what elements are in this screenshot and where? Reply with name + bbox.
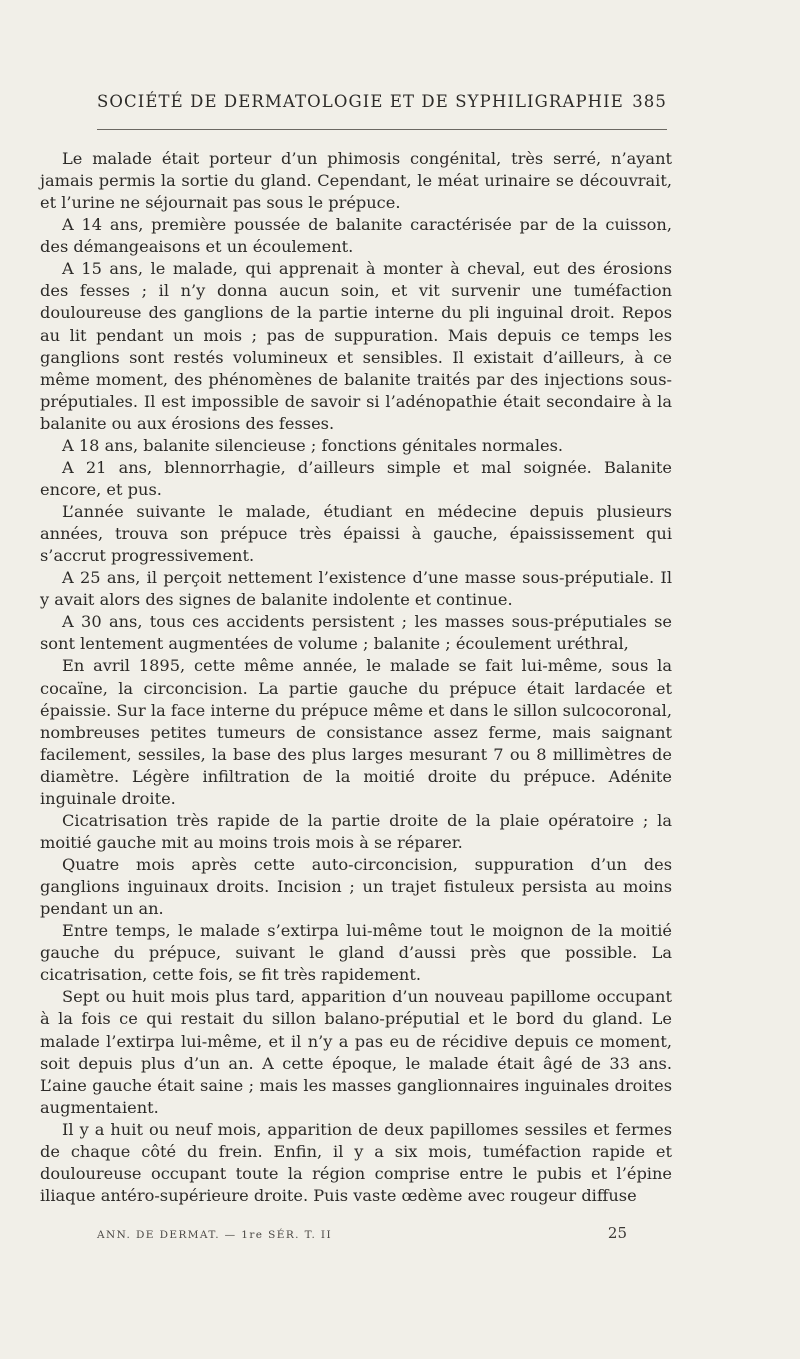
paragraph-12: Entre temps, le malade s’extirpa lui-même tout le moignon de la moitié gauche du prépuce, suivant le gland d’aussi près que possible. La cicatrisation, cette fois, se fit très rapidement.	[40, 921, 672, 985]
paragraph-10: Cicatrisation très rapide de la partie droite de la plaie opératoire ; la moitié gauche mit au moins trois mois à se réparer.	[40, 810, 672, 852]
paragraph-5: A 21 ans, blennorrhagie, d’ailleurs simple et mal soignée. Balanite encore, et pus.	[40, 457, 672, 499]
paragraph-11: Quatre mois après cette auto-circoncision, suppuration d’un des ganglions inguinaux droits. Incision ; un trajet fistuleux persista au moins pendant un an.	[40, 855, 672, 919]
running-header	[97, 92, 667, 116]
paragraph-9: En avril 1895, cette même année, le malade se fait lui-même, sous la cocaïne, la circoncision. La partie gauche du prépuce était lardacée et épaissie. Sur la face interne du prépuce même et dans le sillon sulcocoronal, nombreuses petites tumeurs de consistance assez ferme, mais saignant facilement, sessiles, la base des plus larges mesurant 7 ou 8 millimètres de diamètre. Légère infiltration de la moitié droite du prépuce. Adénite inguinale droite.	[40, 656, 672, 808]
paragraph-8: A 30 ans, tous ces accidents persistent ; les masses sous-préputiales se sont lentement augmentées de volume ; balanite ; écoulement uréthral,	[40, 612, 672, 654]
body-text	[40, 148, 672, 1207]
header-rule	[97, 129, 667, 130]
running-title: SOCIÉTÉ DE DERMATOLOGIE ET DE SYPHILIGRAPHIE	[97, 92, 624, 111]
paragraph-3: A 15 ans, le malade, qui apprenait à monter à cheval, eut des érosions des fesses ; il n’y donna aucun soin, et vit survenir une tuméfaction douloureuse des ganglions de la partie interne du pli inguinal droit. Repos au lit pendant un mois ; pas de suppuration. Mais depuis ce temps les ganglions sont restés volumineux et sensibles. Il existait d’ailleurs, à ce même moment, des phénomènes de balanite traités par des injections sous-préputiales. Il est impossible de savoir si l’adénopathie était secondaire à la balanite ou aux érosions des fesses.	[40, 259, 672, 433]
paragraph-7: A 25 ans, il perçoit nettement l’existence d’une masse sous-préputiale. Il y avait alors des signes de balanite indolente et continue.	[40, 568, 672, 610]
paragraph-1: Le malade était porteur d’un phimosis congénital, très serré, n’ayant jamais permis la sortie du gland. Cependant, le méat urinaire se découvrait, et l’urine ne séjournait pas sous le prépuce.	[40, 149, 672, 213]
signature-mark: 25	[607, 1224, 627, 1242]
paragraph-6: L’année suivante le malade, étudiant en médecine depuis plusieurs années, trouva son prépuce très épaissi à gauche, épaississement qui s’accrut progressivement.	[40, 502, 672, 566]
signature-line: ANN. DE DERMAT. — 1re SÉR. T. II	[97, 1229, 333, 1241]
page-footer	[97, 1224, 627, 1242]
paragraph-14: Il y a huit ou neuf mois, apparition de deux papillomes sessiles et fermes de chaque côté du frein. Enfin, il y a six mois, tuméfaction rapide et douloureuse occupant toute la région comprise entre le pubis et l’épine iliaque antéro-supérieure droite. Puis vaste œdème avec rougeur diffuse	[40, 1119, 672, 1205]
paragraph-13: Sept ou huit mois plus tard, apparition d’un nouveau papillome occupant à la fois ce qui restait du sillon balano-préputial et le bord du gland. Le malade l’extirpa lui-même, et il n’y a pas eu de récidive depuis ce moment, soit depuis plus d’un an. A cette époque, le malade était âgé de 33 ans. L’aine gauche était saine ; mais les masses ganglionnaires inguinales droites augmentaient.	[40, 987, 672, 1117]
paragraph-4: A 18 ans, balanite silencieuse ; fonctions génitales normales.	[62, 435, 564, 455]
page-number: 385	[632, 92, 667, 111]
paragraph-2: A 14 ans, première poussée de balanite caractérisée par de la cuisson, des démangeaisons et un écoulement.	[40, 215, 672, 257]
